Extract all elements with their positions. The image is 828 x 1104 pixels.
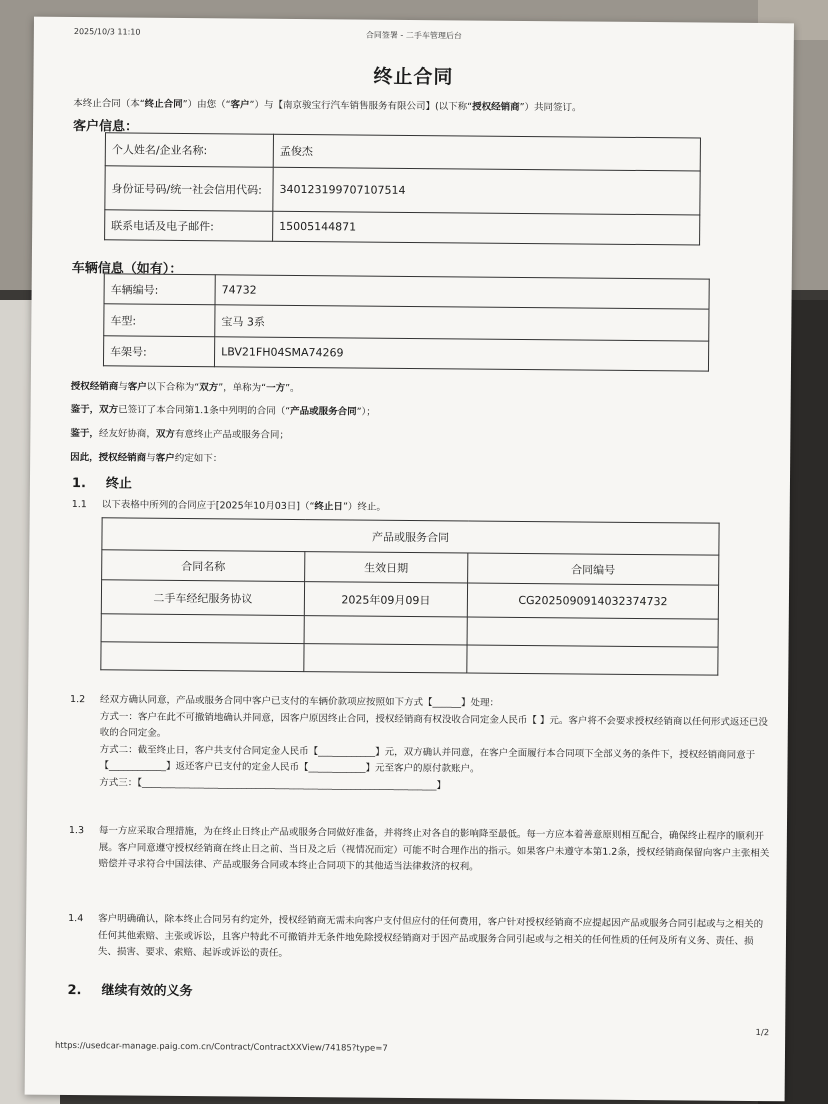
customer-info-heading: 客户信息： xyxy=(72,119,139,135)
customer-name-label: 个人姓名/企业名称: xyxy=(105,133,273,167)
customer-row-id xyxy=(105,166,700,215)
clause-1-2-text: 经双方确认同意，产品或服务合同中客户已支付的车辆价款项应按照如下方式【______】处理： 方式一：客户在此不可撤销地确认并同意，因客户原因终止合同，授权经销商有权没收合同定金人民币【 】元。客户将不会要求授权经销商以任何形式返还已没收的合同定金。 方式二：截至终止日，客户共支付合同定金人民币【____________】元，双方确认并同意，在客户全面履行本合同项下全部义务的条件下，授权经销商同意于【____________】返还客户已支付的定金人民币【____________】元至客户的原付款账户。 方式三：【______________________________________________________________】 xyxy=(99,694,768,791)
section-1-heading: 1. 终止 xyxy=(71,476,133,492)
document-title: 终止合同 xyxy=(373,65,454,89)
contract-table xyxy=(100,517,719,675)
clause-1-1-number: 1.1 xyxy=(71,499,87,511)
header-contract-number: 合同编号 xyxy=(468,553,719,585)
clause-1-3-text: 每一方应采取合理措施，为在终止日终止产品或服务合同做好准备，并将终止对各自的影响降至最低。每一方应本着善意原则相互配合，确保终止程序的顺利开展。客户同意遵守授权经销商在终止日之前、当日及之后（视情况而定）可能不时合理作出的指示。如果客户未遵守本第1.2条，授权经销商保留向客户主张相关赔偿并寻求符合中国法律、产品或服务合同或本终止合同项下的其他适当法律救济的权利。 xyxy=(98,825,770,873)
customer-row-contact xyxy=(105,210,700,245)
recital-whereas-1: 鉴于，双方已签订了本合同第1.1条中列明的合同（“产品或服务合同”）； xyxy=(70,404,376,418)
clause-1-1-text: 以下表格中所列的合同应于[2025年10月03日]（“终止日”）终止。 xyxy=(101,499,386,513)
cell-contract-name: 二手车经纪服务协议 xyxy=(101,580,304,616)
contract-table-caption-row xyxy=(102,518,719,555)
vehicle-row-vin xyxy=(103,336,708,371)
header-contract-name: 合同名称 xyxy=(102,550,305,582)
vehicle-vin-value: LBV21FH04SMA74269 xyxy=(214,337,708,371)
print-page-title: 合同签署 - 二手车管理后台 xyxy=(365,30,462,41)
customer-row-name xyxy=(105,133,700,171)
vehicle-model-value: 宝马 3系 xyxy=(215,305,709,341)
customer-name-value: 孟俊杰 xyxy=(273,134,700,171)
print-datetime: 2025/10/3 11:10 xyxy=(73,27,141,37)
vehicle-number-value: 74732 xyxy=(215,275,709,309)
clause-1-2-number: 1.2 xyxy=(70,694,86,706)
clause-1-4-number: 1.4 xyxy=(68,913,84,925)
vehicle-vin-label: 车架号: xyxy=(103,336,214,367)
vehicle-row-model xyxy=(104,304,709,341)
customer-id-value: 340123199707107514 xyxy=(273,167,700,215)
contract-table-row xyxy=(101,580,718,619)
customer-contact-value: 15005144871 xyxy=(273,211,700,245)
section-2-heading: 2. 继续有效的义务 xyxy=(67,983,193,1000)
customer-contact-label: 联系电话及电子邮件: xyxy=(105,210,273,241)
page-number: 1/2 xyxy=(755,1028,770,1039)
recital-parties: 授权经销商与客户以下合称为“双方”，单称为“一方”。 xyxy=(70,381,300,395)
cell-effective-date: 2025年09月09日 xyxy=(304,582,467,617)
customer-id-label: 身份证号码/统一社会信用代码: xyxy=(105,166,273,211)
vehicle-model-label: 车型: xyxy=(104,304,215,337)
clause-1-3-number: 1.3 xyxy=(68,825,85,837)
vehicle-info-heading: 车辆信息（如有）： xyxy=(71,261,183,277)
document-page xyxy=(25,17,794,1102)
customer-info-table xyxy=(104,132,701,245)
vehicle-number-label: 车辆编号: xyxy=(104,274,215,305)
intro-paragraph: 本终止合同（本“终止合同”）由您（“客户”）与【南京骏宝行汽车销售服务有限公司】(以下称“授权经销商”）共同签订。 xyxy=(73,98,582,114)
vehicle-info-table xyxy=(103,273,710,371)
page-url: https://usedcar-manage.paig.com.cn/Contract/ContractXXView/74185?type=7 xyxy=(54,1040,388,1054)
clause-1-4-text: 客户明确确认，除本终止合同另有约定外，授权经销商无需未向客户支付但应付的任何费用，客户针对授权经销商不应提起因产品或服务合同引起或与之相关的任何其他索赔、主张或诉讼，且客户特此不可撤销并无条件地免除授权经销商对于因产品或服务合同引起或与之相关的任何性质的任何及所有义务、责任、损失、损害、要求、索赔、起诉或诉讼的责任。 xyxy=(97,913,764,959)
header-effective-date: 生效日期 xyxy=(305,552,468,583)
cell-contract-number: CG2025090914032374732 xyxy=(467,583,718,619)
contract-table-empty-row xyxy=(101,642,718,675)
recital-therefore: 因此，授权经销商与客户约定如下： xyxy=(70,452,223,465)
contract-table-caption: 产品或服务合同 xyxy=(102,518,719,555)
recital-whereas-2: 鉴于，经友好协商，双方有意终止产品或服务合同； xyxy=(70,428,289,441)
